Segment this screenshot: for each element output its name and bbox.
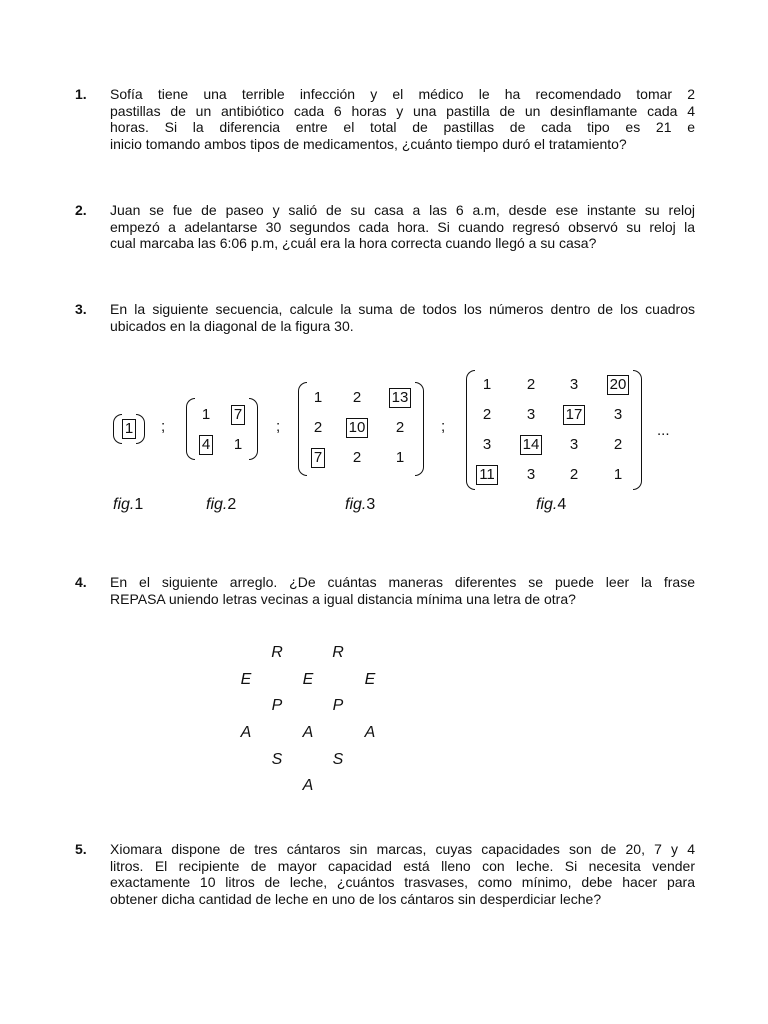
problem-number: 2. — [75, 202, 87, 218]
problem-text — [110, 86, 695, 152]
problem-text — [110, 574, 695, 607]
letter: A — [240, 724, 252, 741]
matrix-cell: 14 — [517, 434, 545, 456]
matrix-fig1 — [113, 414, 145, 444]
matrix-cell: 7 — [304, 447, 332, 469]
letter: S — [332, 751, 344, 768]
matrix-cell: 11 — [473, 464, 501, 486]
matrix-cell: 2 — [482, 406, 492, 423]
letter: R — [332, 644, 344, 661]
ellipsis: ... — [657, 422, 670, 439]
letter: E — [240, 671, 252, 688]
problem-text — [110, 301, 695, 334]
separator: ; — [161, 418, 166, 435]
matrix-fig3 — [298, 382, 424, 476]
letter: A — [302, 777, 314, 794]
problem-line: Sofía tiene una terrible infección y el médico le ha recomendado tomar 2 — [110, 86, 695, 102]
matrix-cell: 3 — [569, 376, 579, 393]
matrix-cell: 2 — [613, 436, 623, 453]
problem-line: pastillas de un antibiótico cada 6 horas y una pastilla de un desinflamante cada 4 — [110, 102, 695, 119]
matrix-cell: 2 — [313, 419, 323, 436]
matrix-cell: 3 — [482, 436, 492, 453]
matrix-cell: 10 — [343, 417, 371, 439]
problem-line: inicio tomando ambos tipos de medicamentos, ¿cuánto tiempo duró el tratamiento? — [110, 135, 627, 152]
problem-text — [110, 202, 695, 252]
matrix-cell: 1 — [313, 389, 323, 406]
matrix-cell: 3 — [613, 406, 623, 423]
letter: A — [364, 724, 376, 741]
matrix-cell: 2 — [569, 466, 579, 483]
matrix-cell: 1 — [482, 376, 492, 393]
problem-number: 4. — [75, 574, 87, 590]
matrix-cell: 1 — [613, 466, 623, 483]
letter: E — [364, 671, 376, 688]
matrix-cell: 3 — [526, 406, 536, 423]
letter: E — [302, 671, 314, 688]
problem-line: obtener dicha cantidad de leche en uno de los cántaros sin desperdiciar leche? — [110, 890, 602, 907]
problem-number: 5. — [75, 841, 87, 857]
matrix-cell: 20 — [604, 374, 632, 396]
problem-number: 1. — [75, 86, 87, 102]
figure-label-4: fig.4 — [536, 496, 567, 513]
problem-number: 3. — [75, 301, 87, 317]
problem-line: cual marcaba las 6:06 p.m, ¿cuál era la hora correcta cuando llegó a su casa? — [110, 235, 597, 251]
problem-line: En la siguiente secuencia, calcule la suma de todos los números dentro de los cuadros — [110, 301, 695, 317]
problem-line: horas. Si la diferencia entre el total de pastillas de cada tipo es 21 e — [110, 119, 695, 135]
separator: ; — [276, 418, 281, 435]
problem-line: litros. El recipiente de mayor capacidad está lleno con leche. Si necesita vender — [110, 857, 695, 874]
matrix-cell: 1 — [233, 436, 243, 453]
matrix-cell: 13 — [386, 387, 414, 409]
problem-line: En el siguiente arreglo. ¿De cuántas maneras diferentes se puede leer la frase — [110, 574, 695, 590]
matrix-cell: 4 — [192, 434, 220, 456]
letter: S — [271, 751, 283, 768]
problem-line: REPASA uniendo letras vecinas a igual distancia mínima una letra de otra? — [110, 590, 576, 607]
matrix-cell: 2 — [395, 419, 405, 436]
problem-text — [110, 841, 695, 907]
matrix-cell: 1 — [201, 406, 211, 423]
figure-label-1: fig.1 — [113, 496, 144, 513]
matrix-cell: 3 — [569, 436, 579, 453]
matrix-cell: 1 — [395, 449, 405, 466]
matrix-fig4 — [466, 370, 642, 490]
right-paren — [633, 370, 642, 490]
matrix-cell: 2 — [526, 376, 536, 393]
problem-line: Juan se fue de paseo y salió de su casa a las 6 a.m, desde ese instante su reloj — [110, 202, 695, 218]
letter: R — [271, 644, 283, 661]
problem-line: Xiomara dispone de tres cántaros sin marcas, cuyas capacidades son de 20, 7 y 4 — [110, 841, 695, 857]
right-paren — [415, 382, 424, 476]
figure-label-3: fig.3 — [345, 496, 376, 513]
letter: P — [332, 697, 344, 714]
figure-label-2: fig.2 — [206, 496, 237, 513]
matrix-cell: 3 — [526, 466, 536, 483]
matrix-cell: 2 — [352, 389, 362, 406]
matrix-fig2 — [186, 398, 258, 460]
separator: ; — [441, 418, 446, 435]
problem-line: exactamente 10 litros de leche, ¿cuántos trasvases, como mínimo, debe hacer para — [110, 874, 695, 890]
letter: P — [271, 697, 283, 714]
matrix-cell: 1 — [115, 418, 143, 440]
problem-line: empezó a adelantarse 30 segundos cada hora. Si cuando regresó observó su reloj la — [110, 218, 695, 235]
problem-line: ubicados en la diagonal de la figura 30. — [110, 317, 354, 334]
letter: A — [302, 724, 314, 741]
matrix-cell: 7 — [224, 404, 252, 426]
matrix-cell: 17 — [560, 404, 588, 426]
matrix-cell: 2 — [352, 449, 362, 466]
